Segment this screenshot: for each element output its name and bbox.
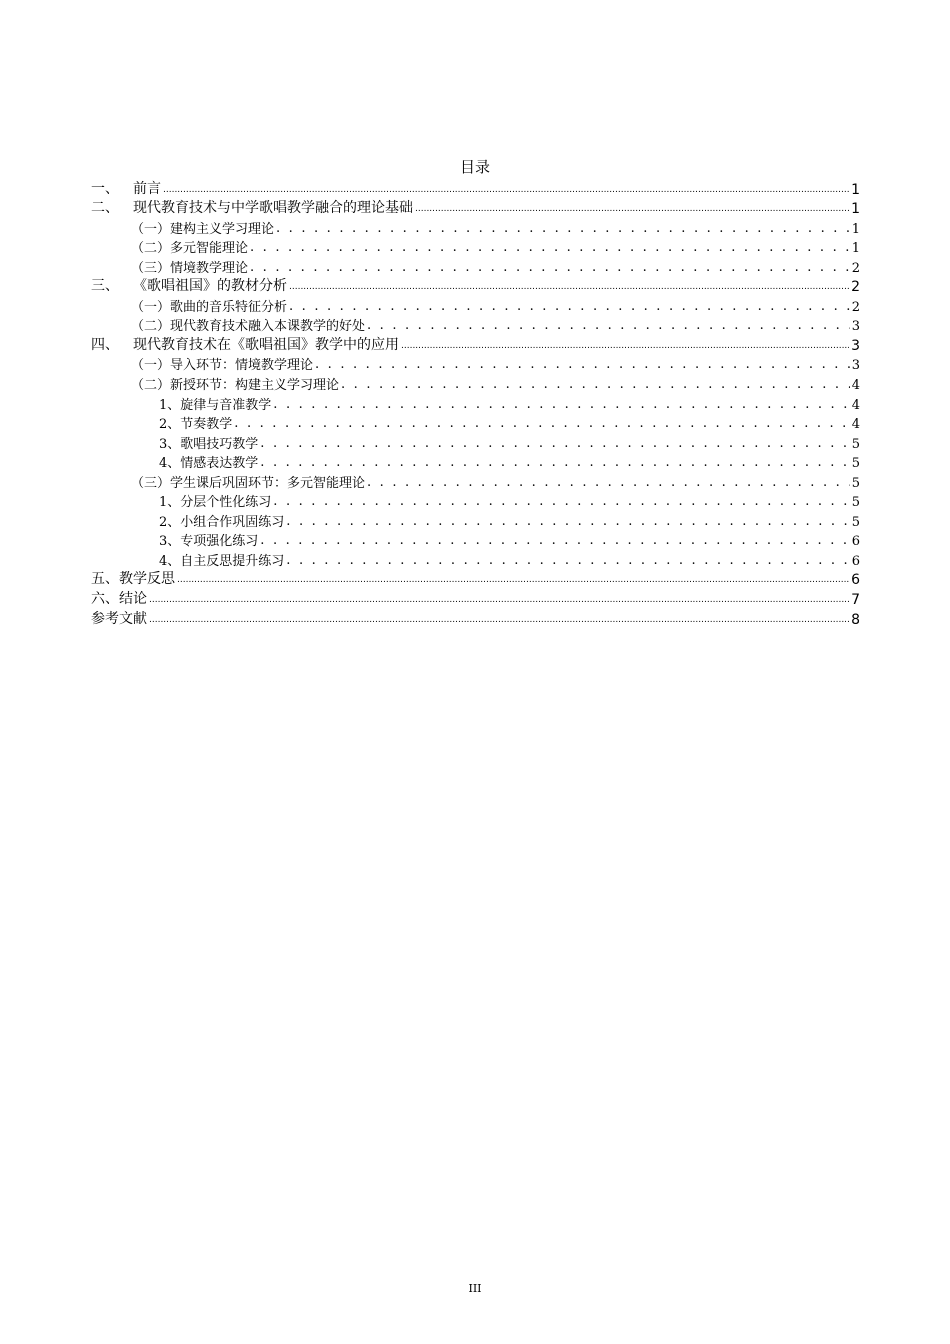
toc-entry-page-number: 5 [851, 475, 860, 491]
toc-entry-text: 3、专项强化练习 [159, 534, 259, 550]
toc-entry-text: 1、旋律与音准教学 [159, 397, 272, 413]
toc-entry-label [159, 530, 258, 549]
toc-entry-page-number: 6 [851, 534, 860, 550]
toc-dot-leader [341, 378, 850, 393]
toc-dot-leader [149, 616, 849, 628]
toc-entry-page-number: 2 [851, 279, 860, 296]
toc-dot-leader [234, 417, 849, 432]
toc-entry[interactable] [91, 452, 860, 472]
toc-entry[interactable] [91, 393, 860, 413]
toc-entry[interactable] [91, 608, 860, 628]
toc-entry-label [159, 491, 271, 510]
toc-entry[interactable] [91, 198, 860, 218]
toc-entry-page-number: 5 [851, 456, 860, 472]
table-of-contents [91, 178, 860, 628]
toc-entry-text: 现代教育技术与中学歌唱教学融合的理论基础 [133, 200, 413, 217]
toc-entry-label [91, 588, 147, 608]
toc-dot-leader [149, 596, 849, 608]
toc-entry-number: 三、 [91, 278, 119, 295]
toc-entry-text: （二）现代教育技术融入本课教学的好处 [131, 319, 366, 335]
toc-entry-text: 1、分层个性化练习 [159, 495, 272, 511]
toc-entry-text: （一）建构主义学习理论 [131, 221, 275, 237]
toc-entry-label [91, 334, 399, 354]
toc-dot-leader [289, 300, 850, 315]
toc-dot-leader [276, 222, 850, 237]
toc-entry-label [131, 237, 248, 256]
toc-entry[interactable] [91, 373, 860, 393]
toc-entry-text: （二）多元智能理论 [131, 241, 249, 257]
toc-dot-leader [260, 456, 849, 471]
toc-dot-leader [315, 358, 850, 373]
toc-entry-page-number: 6 [851, 553, 860, 569]
toc-entry-label [131, 354, 313, 373]
toc-entry[interactable] [91, 471, 860, 491]
toc-dot-leader [367, 476, 850, 491]
toc-entry-text: 4、自主反思提升练习 [159, 553, 285, 569]
toc-dot-leader [286, 515, 849, 530]
toc-dot-leader [260, 534, 849, 549]
toc-dot-leader [250, 261, 850, 276]
toc-entry-page-number: 5 [851, 514, 860, 530]
toc-entry-label [91, 197, 413, 217]
page-number: III [468, 1282, 482, 1295]
toc-entry-page-number: 3 [851, 358, 860, 374]
toc-entry[interactable] [91, 491, 860, 511]
toc-entry[interactable] [91, 315, 860, 335]
toc-dot-leader [260, 437, 849, 452]
toc-entry-text: 六、结论 [91, 591, 147, 608]
toc-entry-label [131, 257, 248, 276]
toc-entry-page-number: 3 [851, 319, 860, 335]
toc-entry-number: 四、 [91, 336, 119, 353]
toc-entry-label [159, 452, 258, 471]
toc-entry-label [91, 275, 287, 295]
toc-entry-page-number: 4 [851, 417, 860, 433]
toc-entry-text: 现代教育技术在《歌唱祖国》教学中的应用 [133, 336, 399, 353]
toc-entry-label [159, 433, 258, 452]
toc-entry-page-number: 1 [851, 201, 860, 218]
toc-entry-label [131, 374, 339, 393]
toc-entry-page-number: 4 [851, 378, 860, 394]
toc-dot-leader [250, 241, 850, 256]
toc-entry-text: 《歌唱祖国》的教材分析 [133, 278, 287, 295]
toc-dot-leader [286, 554, 849, 569]
toc-entry-number: 一、 [91, 180, 119, 197]
toc-entry-page-number: 2 [851, 260, 860, 276]
toc-entry-label [131, 315, 365, 334]
toc-entry-text: 2、节奏教学 [159, 417, 233, 433]
toc-entry[interactable] [91, 178, 860, 198]
toc-entry-label [159, 511, 284, 530]
toc-dot-leader [273, 398, 849, 413]
toc-entry-label [131, 472, 365, 491]
toc-dot-leader [273, 495, 849, 510]
toc-entry-page-number: 5 [851, 495, 860, 511]
toc-entry[interactable] [91, 334, 860, 354]
toc-entry-page-number: 6 [851, 572, 860, 589]
toc-entry-page-number: 1 [851, 241, 860, 257]
toc-entry-page-number: 8 [851, 611, 860, 628]
toc-entry-page-number: 5 [851, 436, 860, 452]
toc-dot-leader [289, 283, 849, 295]
toc-entry-page-number: 7 [851, 592, 860, 609]
page-title: 目录 [459, 158, 490, 176]
toc-dot-leader [163, 186, 849, 198]
toc-entry-label [131, 296, 287, 315]
toc-entry-label [131, 218, 274, 237]
toc-entry[interactable] [91, 432, 860, 452]
toc-entry-label [91, 178, 161, 198]
toc-entry-text: （一）歌曲的音乐特征分析 [131, 299, 288, 315]
toc-entry-text: （三）学生课后巩固环节：多元智能理论 [131, 475, 366, 491]
toc-entry-text: 参考文献 [91, 610, 147, 627]
toc-dot-leader [367, 319, 850, 334]
toc-entry-page-number: 1 [851, 221, 860, 237]
toc-entry-page-number: 4 [851, 397, 860, 413]
toc-entry[interactable] [91, 530, 860, 550]
toc-entry[interactable] [91, 549, 860, 569]
toc-dot-leader [415, 205, 849, 217]
toc-entry-text: （三）情境教学理论 [131, 260, 249, 276]
toc-entry-label [91, 608, 147, 628]
toc-entry[interactable] [91, 295, 860, 315]
toc-entry-text: 3、歌唱技巧教学 [159, 436, 259, 452]
toc-entry[interactable] [91, 237, 860, 257]
toc-entry[interactable] [91, 510, 860, 530]
toc-entry[interactable] [91, 569, 860, 589]
toc-entry-label [159, 394, 271, 413]
toc-entry-page-number: 3 [851, 337, 860, 354]
toc-entry-text: 4、情感表达教学 [159, 456, 259, 472]
toc-entry[interactable] [91, 217, 860, 237]
toc-entry-label [91, 568, 175, 588]
toc-entry-text: 2、小组合作巩固练习 [159, 514, 285, 530]
toc-entry-text: （一）导入环节：情境教学理论 [131, 358, 314, 374]
toc-entry[interactable] [91, 276, 860, 296]
toc-entry-text: （二）新授环节：构建主义学习理论 [131, 378, 340, 394]
toc-entry[interactable] [91, 588, 860, 608]
toc-entry-text: 前言 [133, 180, 161, 197]
toc-entry[interactable] [91, 413, 860, 433]
toc-entry-page-number: 1 [851, 181, 860, 198]
toc-dot-leader [401, 342, 849, 354]
toc-entry-number: 二、 [91, 200, 119, 217]
toc-entry-label [159, 550, 284, 569]
toc-dot-leader [177, 576, 849, 588]
toc-entry-label [159, 413, 232, 432]
toc-entry-text: 五、教学反思 [91, 571, 175, 588]
toc-entry[interactable] [91, 256, 860, 276]
toc-entry[interactable] [91, 354, 860, 374]
toc-entry-page-number: 2 [851, 299, 860, 315]
